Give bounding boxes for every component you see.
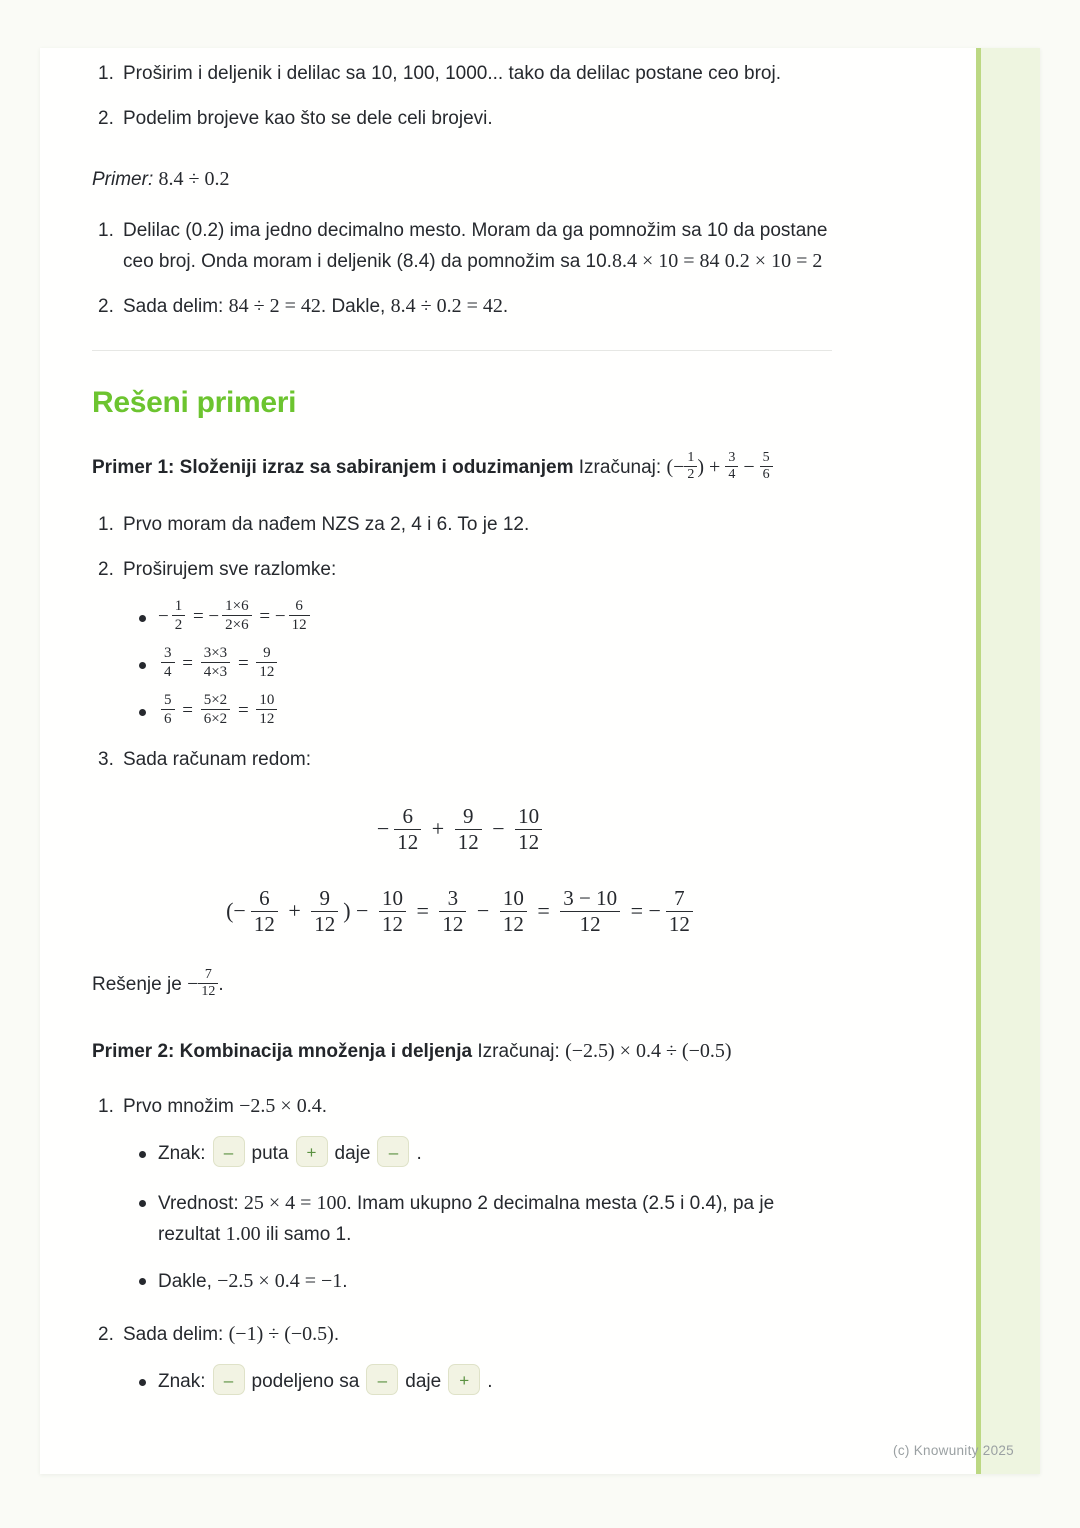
fraction-numerator: 1×6: [222, 597, 251, 616]
fraction: [289, 597, 310, 634]
znak-text: daje: [405, 1371, 442, 1392]
fraction-denominator: 12: [253, 912, 275, 937]
fraction: [198, 967, 218, 1000]
fraction-denominator: 12: [502, 912, 524, 937]
math-token: −: [376, 816, 390, 841]
fraction: [201, 691, 230, 728]
fraction-numerator: 3: [161, 644, 175, 663]
list-number: 1.: [98, 1096, 114, 1117]
znak-text: .: [416, 1143, 422, 1164]
fraction: [311, 886, 338, 937]
list-item: [92, 1091, 832, 1122]
fraction-denominator: 4: [728, 467, 736, 482]
fraction-denominator: 2: [174, 617, 183, 633]
primer2-expression: (−2.5) × 0.4 ÷ (−0.5): [565, 1040, 732, 1062]
fraction-numerator: 10: [379, 886, 406, 912]
sign-badge-minus: –: [377, 1136, 409, 1167]
fraction-denominator: 12: [314, 912, 336, 937]
sign-rule-row: [92, 1136, 832, 1172]
list-number: 3.: [98, 749, 114, 770]
fraction-denominator: 12: [291, 617, 307, 633]
fraction-numerator: 9: [311, 886, 338, 912]
list-number: 1.: [98, 514, 114, 535]
list-item: [92, 509, 832, 540]
section-divider: [92, 350, 832, 351]
math-token: =: [177, 699, 198, 721]
fraction-equation: [158, 645, 280, 680]
sign-rule-row: [92, 1364, 832, 1400]
fraction-numerator: 5: [760, 450, 773, 467]
fraction-denominator: 12: [457, 830, 479, 855]
inline-math: −2.5 × 0.4 = −1: [217, 1270, 343, 1292]
fraction-denominator: 4×3: [203, 664, 228, 680]
value-text: Vrednost:: [158, 1193, 244, 1214]
list-text: . Dakle,: [320, 296, 391, 317]
fraction-conversion-row: [92, 599, 832, 636]
math-token: = −: [188, 605, 220, 627]
list-text: .: [321, 1096, 327, 1117]
fraction-denominator: 2: [687, 467, 695, 482]
fraction: [725, 450, 738, 483]
fraction: [684, 450, 697, 483]
list-number: 2.: [98, 108, 114, 129]
inline-math: 0.2 × 10 = 2: [724, 250, 823, 272]
result-text: .: [218, 974, 224, 996]
inline-math: (−1) ÷ (−0.5): [228, 1323, 334, 1345]
primer1-expression: [666, 450, 772, 482]
fraction-denominator: 6: [164, 711, 172, 727]
list-text: Sada delim:: [123, 1324, 229, 1345]
fraction: [379, 886, 406, 937]
fraction-numerator: 9: [455, 804, 482, 830]
math-token: +: [426, 816, 450, 841]
list-item: [92, 744, 832, 775]
value-row: [92, 1188, 832, 1250]
display-equation-2: [92, 883, 832, 939]
inline-math: 1.00: [225, 1223, 261, 1245]
sign-badge-minus: –: [213, 1136, 245, 1167]
math-token: ) −: [343, 898, 374, 923]
display-equation-1: [92, 801, 832, 857]
fraction: [439, 886, 466, 937]
list-item: [92, 215, 832, 277]
primer2-title: [92, 1036, 832, 1067]
fraction: [161, 644, 175, 681]
green-accent-panel: [976, 48, 1040, 1474]
conclusion-text: Dakle,: [158, 1271, 218, 1292]
list-item: [92, 103, 832, 134]
fraction: [222, 597, 251, 634]
fraction: [394, 804, 421, 855]
fraction-numerator: 10: [500, 886, 527, 912]
sign-badge-minus: –: [213, 1364, 245, 1395]
primer1-title-bold: Primer 1: Složeniji izraz sa sabiranjem i oduzimanjem: [92, 457, 574, 479]
fraction-denominator: 2×6: [225, 617, 249, 633]
value-text: ili samo 1.: [260, 1224, 352, 1245]
list-text: Sada računam redom:: [123, 749, 311, 770]
fraction: [500, 886, 527, 937]
list-item: [92, 1319, 832, 1350]
primer-label: Primer:: [92, 169, 154, 190]
znak-text: puta: [251, 1143, 289, 1164]
fraction: [256, 691, 277, 728]
fraction-numerator: 7: [666, 886, 693, 912]
math-token: −: [158, 605, 169, 627]
list-number: 1.: [98, 63, 114, 84]
math-token: −: [738, 456, 760, 479]
fraction: [161, 691, 175, 728]
list-number: 2.: [98, 296, 114, 317]
list-number: 2.: [98, 1324, 114, 1345]
fraction-numerator: 3: [725, 450, 738, 467]
math-token: +: [282, 898, 307, 923]
value-text: . Imam ukupno 2 decimalna mesta (2.5 i 0.4), pa je rezultat: [158, 1193, 775, 1245]
primer-example-line: [92, 164, 832, 195]
fraction-numerator: 9: [256, 644, 277, 663]
list-item: [92, 58, 832, 89]
bullet-marker: [139, 709, 146, 716]
bullet-marker: [139, 1379, 146, 1386]
math-token: ) +: [697, 456, 726, 479]
sign-badge-minus: –: [366, 1364, 398, 1395]
znak-text: podeljeno sa: [251, 1371, 360, 1392]
primer2-title-rest: Izračunaj:: [477, 1041, 560, 1062]
list-text: Sada delim:: [123, 296, 229, 317]
math-token: =: [410, 898, 435, 923]
fraction-numerator: 5: [161, 691, 175, 710]
list-text: Delilac (0.2) ima jedno decimalno mesto. Moram da ga pomnožim sa 10 da postane ceo broj. Onda moram i deljenik (8.4) da pomnožim sa 10.: [123, 220, 828, 272]
fraction: [251, 886, 278, 937]
math-token: (−: [226, 898, 246, 923]
math-token: =: [531, 898, 556, 923]
fraction-denominator: 12: [201, 984, 216, 999]
primer1-title-rest: Izračunaj:: [578, 457, 662, 479]
fraction: [760, 450, 773, 483]
fraction-numerator: 3×3: [201, 644, 230, 663]
math-token: =: [177, 652, 198, 674]
list-text: .: [333, 1324, 340, 1345]
list-item: [92, 291, 832, 322]
fraction-denominator: 6×2: [203, 711, 228, 727]
copyright-footer: (c) Knowunity 2025: [893, 1443, 1014, 1458]
fraction-denominator: 12: [381, 912, 403, 937]
fraction-denominator: 4: [164, 664, 172, 680]
list-text: Prvo množim: [123, 1096, 240, 1117]
math-token: =: [233, 652, 254, 674]
fraction-denominator: 12: [579, 912, 601, 937]
math-token: = −: [254, 605, 286, 627]
conclusion-text: .: [342, 1271, 348, 1292]
math-token: −: [486, 816, 511, 841]
fraction: [560, 886, 620, 937]
fraction: [256, 644, 277, 681]
math-token: = −: [625, 898, 661, 923]
result-line: [92, 969, 832, 1002]
result-text: Rešenje je: [92, 974, 188, 996]
fraction-numerator: 6: [394, 804, 421, 830]
inline-math: 8.4 × 10 = 84: [611, 250, 720, 272]
inline-math: 84 ÷ 2 = 42: [228, 295, 321, 317]
znak-text: daje: [334, 1143, 371, 1164]
primer2-title-bold: Primer 2: Kombinacija množenja i deljenja: [92, 1041, 473, 1062]
conclusion-row: [92, 1266, 832, 1297]
fraction-numerator: 3 − 10: [560, 886, 620, 912]
fraction-numerator: 6: [289, 597, 310, 616]
section-title: Rešeni primeri: [92, 386, 297, 419]
math-token: =: [233, 699, 254, 721]
fraction-conversion-row: [92, 693, 832, 730]
list-number: 1.: [98, 220, 114, 241]
math-token: (−: [666, 456, 685, 479]
fraction-denominator: 12: [259, 664, 275, 680]
primer1-title: [92, 452, 832, 485]
list-text: Proširim i deljenik i delilac sa 10, 100, 1000... tako da delilac postane ceo broj.: [123, 63, 781, 84]
fraction-denominator: 12: [518, 830, 540, 855]
fraction: [666, 886, 693, 937]
fraction: [515, 804, 542, 855]
fraction-numerator: 1: [684, 450, 697, 467]
list-number: 2.: [98, 559, 114, 580]
fraction: [201, 644, 230, 681]
result-math: [187, 967, 218, 999]
inline-math: 8.4 ÷ 0.2 = 42: [390, 295, 503, 317]
document-card: [40, 48, 1040, 1474]
list-text: Prvo moram da nađem NZS za 2, 4 i 6. To je 12.: [123, 514, 530, 535]
math-token: −: [187, 973, 199, 996]
fraction: [455, 804, 482, 855]
sign-badge-plus: +: [448, 1364, 480, 1395]
fraction-denominator: 12: [668, 912, 690, 937]
document-content: [92, 58, 832, 1414]
fraction-numerator: 7: [198, 967, 218, 984]
inline-math: −2.5 × 0.4: [239, 1095, 322, 1117]
znak-label: Znak:: [158, 1371, 206, 1392]
znak-text: .: [487, 1371, 493, 1392]
fraction-equation: [158, 692, 280, 727]
list-item: [92, 554, 832, 585]
znak-label: Znak:: [158, 1143, 206, 1164]
fraction-numerator: 6: [251, 886, 278, 912]
list-text: .: [502, 296, 509, 317]
fraction: [172, 597, 186, 634]
list-text: Podelim brojeve kao što se dele celi brojevi.: [123, 108, 493, 129]
fraction-denominator: 6: [762, 467, 770, 482]
primer-math: 8.4 ÷ 0.2: [158, 168, 230, 190]
fraction-numerator: 5×2: [201, 691, 230, 710]
fraction-conversion-row: [92, 646, 832, 683]
bullet-marker: [139, 1151, 146, 1158]
bullet-marker: [139, 662, 146, 669]
list-text: Proširujem sve razlomke:: [123, 559, 337, 580]
fraction-numerator: 10: [515, 804, 542, 830]
fraction-numerator: 3: [439, 886, 466, 912]
inline-math: 25 × 4 = 100: [243, 1192, 347, 1214]
sign-badge-plus: +: [296, 1136, 328, 1167]
bullet-marker: [139, 615, 146, 622]
fraction-denominator: 12: [442, 912, 464, 937]
fraction-equation: [158, 598, 313, 633]
fraction-denominator: 12: [259, 711, 275, 727]
bullet-marker: [139, 1200, 146, 1207]
math-token: −: [471, 898, 495, 923]
fraction-numerator: 10: [256, 691, 277, 710]
fraction-denominator: 12: [397, 830, 419, 855]
bullet-marker: [139, 1278, 146, 1285]
fraction-numerator: 1: [172, 597, 186, 616]
